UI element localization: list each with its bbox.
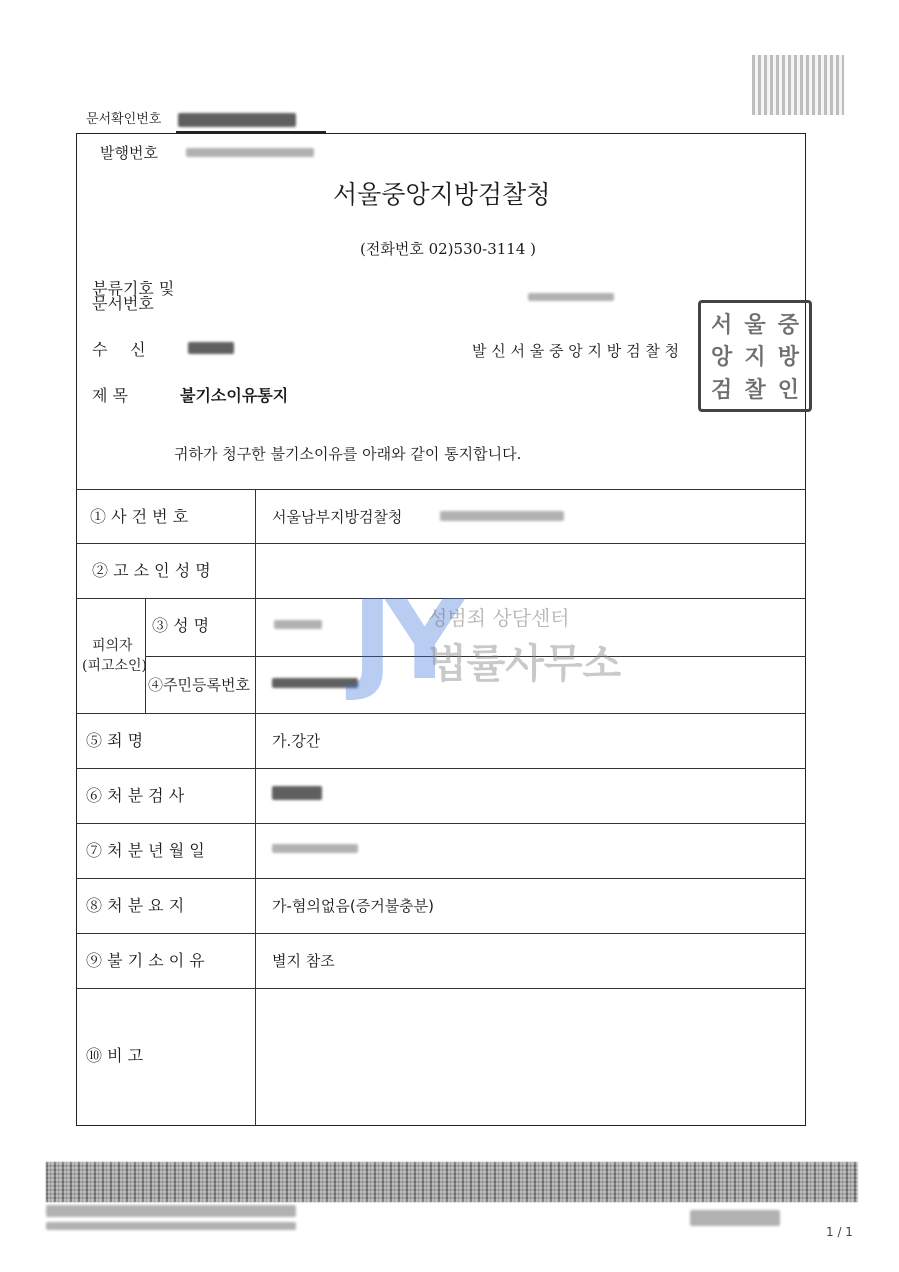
footer-right-redacted xyxy=(690,1210,780,1226)
prosecutor-label: ⑥ 처 분 검 사 xyxy=(86,786,185,805)
suspect-id-label: ④주민등록번호 xyxy=(148,676,250,694)
agency-phone: (전화번호 02)530-3114 ) xyxy=(360,240,537,258)
issue-number-redacted xyxy=(186,148,314,157)
case-number-redacted xyxy=(440,511,564,521)
complainant-name-label: ② 고 소 인 성 명 xyxy=(92,561,211,580)
footer-security-pattern xyxy=(46,1162,858,1202)
footer-text-redacted xyxy=(46,1205,296,1217)
page-number: 1 / 1 xyxy=(826,1225,853,1239)
seal-char: 앙 xyxy=(711,345,733,371)
seal-char: 중 xyxy=(777,312,799,338)
prosecutor-redacted xyxy=(272,786,322,800)
disposition-date-label: ⑦ 처 분 년 월 일 xyxy=(86,841,205,860)
suspect-id-redacted xyxy=(272,678,358,688)
seal-char: 지 xyxy=(744,345,766,371)
classification-label: 분류기호 및 xyxy=(92,279,175,298)
doc-check-label: 문서확인번호 xyxy=(86,112,162,127)
recipient-label: 수 신 xyxy=(92,340,155,359)
disposition-summary-label: ⑧ 처 분 요 지 xyxy=(86,896,185,915)
sender-line: 발 신 서 울 중 앙 지 방 검 찰 청 xyxy=(472,342,680,360)
seal-char: 울 xyxy=(744,312,766,338)
seal-char: 찰 xyxy=(744,378,766,404)
footer-text-redacted-2 xyxy=(46,1222,296,1230)
charge-label: ⑤ 죄 명 xyxy=(86,731,144,750)
watermark-line1: 성범죄 상담센터 xyxy=(428,606,570,630)
suspect-group-sublabel: (피고소인) xyxy=(82,658,148,674)
disposition-date-redacted xyxy=(272,844,358,853)
subject-value: 불기소이유통지 xyxy=(180,386,289,405)
watermark-logo: JY xyxy=(352,576,457,704)
document-qr-code xyxy=(752,55,844,115)
official-seal xyxy=(698,300,812,412)
issue-no-label: 발행번호 xyxy=(100,144,158,162)
disposition-summary-value: 가-혐의없음(증거불충분) xyxy=(272,897,435,915)
seal-char: 검 xyxy=(711,378,733,404)
seal-char: 인 xyxy=(777,378,799,404)
watermark-line2: 법률사무소 xyxy=(428,641,622,687)
charge-value: 가.강간 xyxy=(272,732,321,750)
seal-char: 서 xyxy=(711,312,733,338)
document-number-label: 문서번호 xyxy=(92,294,154,313)
document-number-redacted xyxy=(528,293,614,301)
suspect-name-label: ③ 성 명 xyxy=(152,616,210,635)
non-prosecution-reason-label: ⑨ 불 기 소 이 유 xyxy=(86,951,205,970)
intro-text: 귀하가 청구한 불기소이유를 아래와 같이 통지합니다. xyxy=(174,445,522,463)
agency-title: 서울중앙지방검찰청 xyxy=(333,180,551,209)
recipient-redacted xyxy=(188,342,234,354)
case-number-value: 서울남부지방검찰청 xyxy=(272,508,403,526)
suspect-group-label: 피의자 xyxy=(92,638,133,654)
case-number-label: ① 사 건 번 호 xyxy=(90,507,189,526)
doc-check-number-redacted xyxy=(178,113,296,127)
remarks-label: ⑩ 비 고 xyxy=(86,1046,144,1065)
seal-char: 방 xyxy=(777,345,799,371)
suspect-name-redacted xyxy=(274,620,322,629)
subject-label: 제 목 xyxy=(92,386,128,405)
non-prosecution-reason-value: 별지 참조 xyxy=(272,952,335,970)
